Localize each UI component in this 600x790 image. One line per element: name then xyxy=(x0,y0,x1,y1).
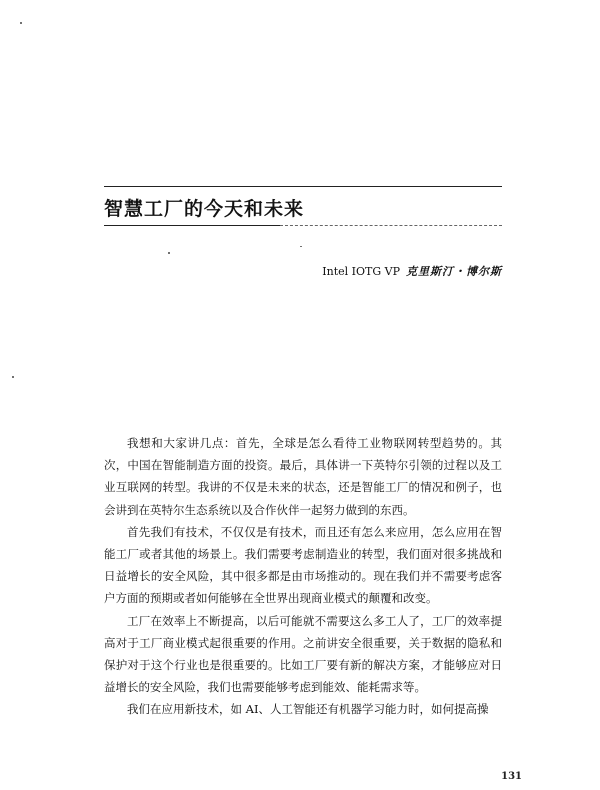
title-top-rule xyxy=(104,186,502,187)
paragraph-2: 首先我们有技术，不仅仅是有技术，而且还有怎么来应用，怎么应用在智能工厂或者其他的场景上。我们需要考虑制造业的转型，我们面对很多挑战和日益增长的安全风险，其中很多都是由市场推动的。现在我们并不需要考虑客户方面的预期或者如何能够在全世界出现商业模式的颠覆和改变。 xyxy=(104,524,502,606)
byline xyxy=(322,263,502,279)
scan-speck xyxy=(12,376,14,378)
article-body xyxy=(104,432,502,721)
article-title: 智慧工厂的今天和未来 xyxy=(104,198,305,220)
title-bottom-rule xyxy=(104,225,280,226)
title-bottom-rule-dashed xyxy=(280,225,502,226)
paragraph-1: 我想和大家讲几点：首先，全球是怎么看待工业物联网转型趋势的。其次，中国在智能制造方面的投资。最后，具体讲一下英特尔引领的过程以及工业互联网的转型。我讲的不仅是未来的状态，还是智能工厂的情况和例子，也会讲到在英特尔生态系统以及合作伙伴一起努力做到的东西。 xyxy=(104,436,502,517)
scan-speck xyxy=(300,246,302,247)
paragraph-3: 工厂在效率上不断提高，以后可能就不需要这么多工人了，工厂的效率提高对于工厂商业模式起很重要的作用。之前讲安全很重要，关于数据的隐私和保护对于这个行业也是很重要的。比如工厂要有新的解决方案，才能够应对日益增长的安全风险，我们也需要能够考虑到能效、能耗需求等。 xyxy=(104,613,502,695)
byline-author-name: 克里斯汀・博尔斯 xyxy=(406,265,502,278)
scan-speck xyxy=(20,22,22,24)
scan-speck xyxy=(168,252,170,254)
paragraph-4: 我们在应用新技术，如 AI、人工智能还有机器学习能力时，如何提高操 xyxy=(127,702,489,717)
page-number: 131 xyxy=(501,771,522,782)
byline-affiliation: Intel IOTG VP xyxy=(322,265,400,278)
